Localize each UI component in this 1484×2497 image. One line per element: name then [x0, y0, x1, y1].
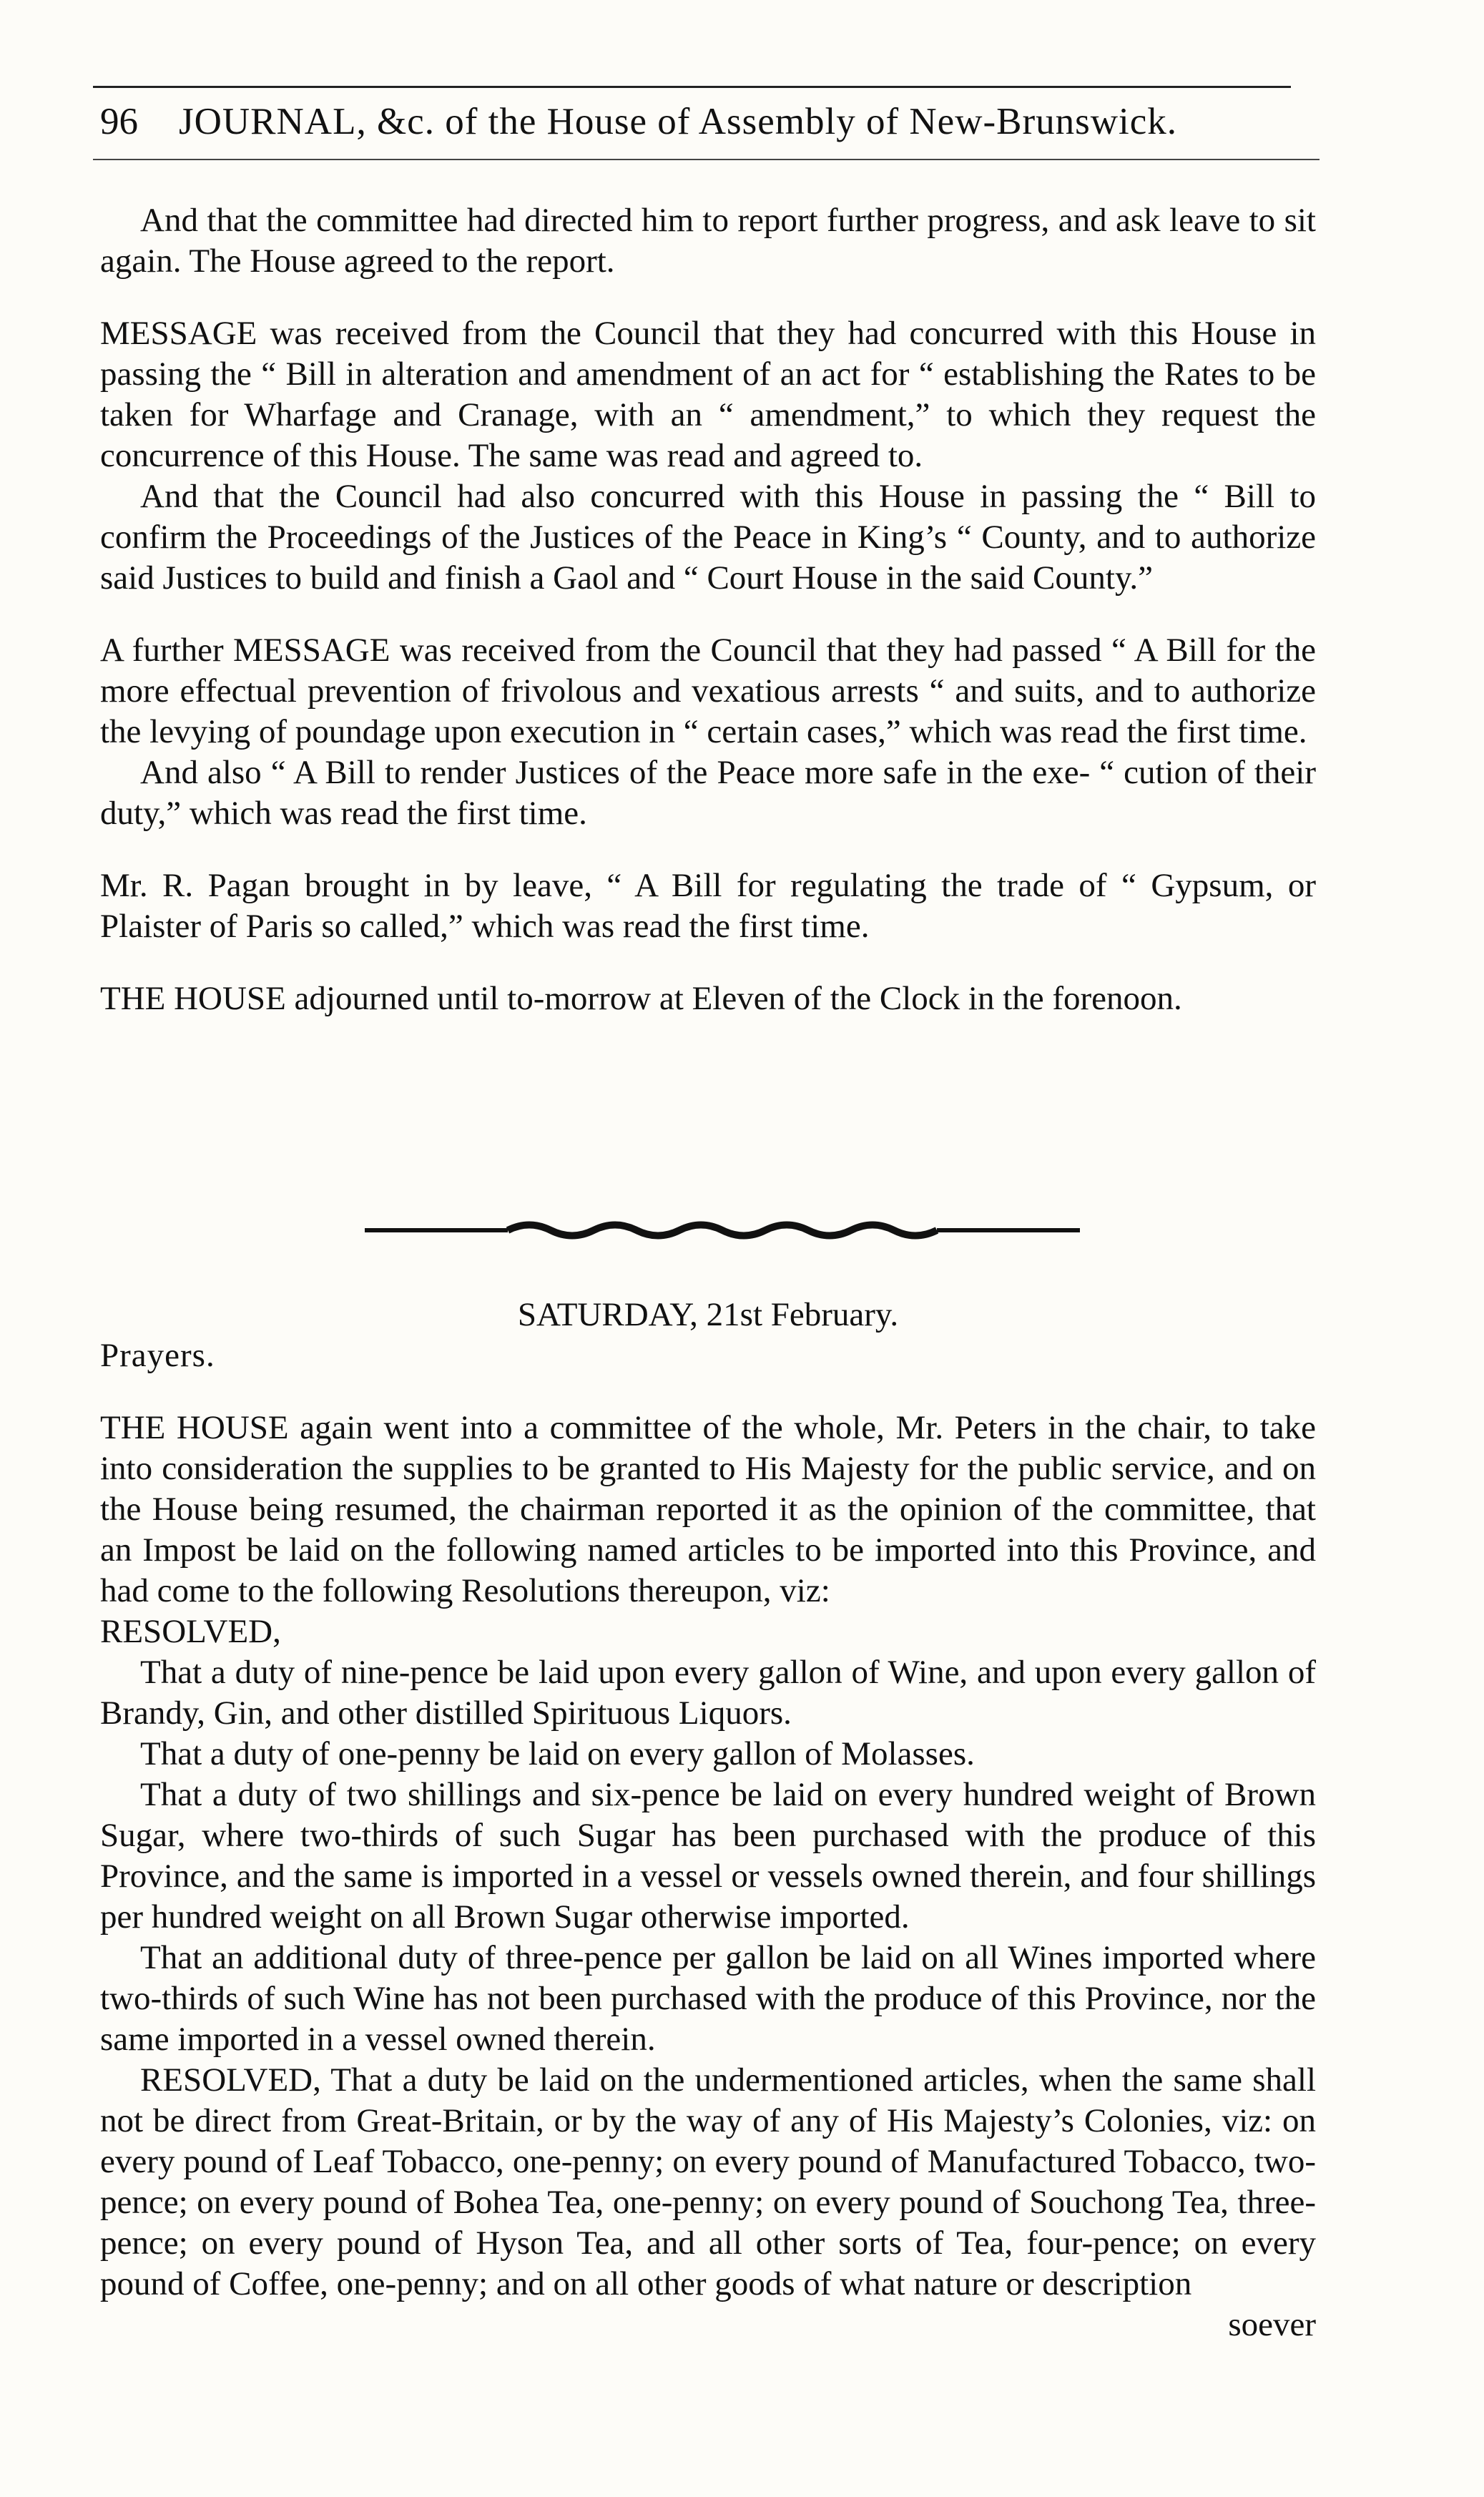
prayers-label: Prayers. [100, 1337, 215, 1374]
resolution: That a duty of one-penny be laid on every gallon of Molasses. [140, 1735, 975, 1772]
header-rule [93, 159, 1320, 160]
paragraph: And that the Council had also concurred with this House in passing the “ Bill to confirm the Proceedings of the Justices of the Peace in King’s “ County, and to authorize said Justices to build and finish a Gaol and “ Court House in the said County.” [100, 478, 1316, 597]
running-title: JOURNAL, &c. of the House of Assembly of New-Brunswick. [179, 101, 1178, 142]
page-number: 96 [100, 101, 138, 142]
resolution: RESOLVED, That a duty be laid on the undermentioned articles, when the same shall not be direct from Great-Britain, or by the way of any of His Majesty’s Colonies, viz: on every pound of Leaf Tobacco, one-penny; on every pound of Manufactured Tobacco, two-pence; on every pound of Bohea Tea, one-penny; on every pound of Souchong Tea, three-pence; on every pound of Hyson Tea, and all other sorts of Tea, four-pence; on every pound of Coffee, one-penny; and on all other goods of what nature or description [100, 2061, 1316, 2302]
running-header [100, 100, 1316, 143]
resolution: That a duty of nine-pence be laid upon every gallon of Wine, and upon every gallon of Brandy, Gin, and other distilled Spirituous Liquors. [100, 1654, 1316, 1732]
text-block-lower [100, 1295, 1316, 2345]
paragraph: A further MESSAGE was received from the Council that they had passed “ A Bill for the more effectual prevention of frivolous and vexatious arrests “ and suits, and to authorize the levying of poundage upon execution in “ certain cases,” which was read the first time. [100, 632, 1316, 750]
paragraph: MESSAGE was received from the Council that they had concurred with this House in passing the “ Bill in alteration and amendment of an act for “ establishing the Rates to be taken for Wharfage and Cranage, with an “ amendment,” to which they request the concurrence of this House. The same was read and agreed to. [100, 315, 1316, 474]
text-block-upper [100, 200, 1316, 1019]
paragraph: THE HOUSE adjourned until to-morrow at Eleven of the Clock in the forenoon. [100, 980, 1182, 1017]
paragraph: Mr. R. Pagan brought in by leave, “ A Bill for regulating the trade of “ Gypsum, or Plaister of Paris so called,” which was read the first time. [100, 867, 1316, 945]
resolution: That an additional duty of three-pence per gallon be laid on all Wines imported where two-thirds of such Wine has not been purchased with the produce of this Province, nor the same imported in a vessel owned therein. [100, 1939, 1316, 2058]
paragraph: THE HOUSE again went into a committee of the whole, Mr. Peters in the chair, to take into consideration the supplies to be granted to His Majesty for the public service, and on the House being resumed, the chairman reported it as the opinion of the committee, that an Impost be laid on the following named articles to be imported into this Province, and had come to the following Resolutions thereupon, viz: [100, 1409, 1316, 1609]
paragraph: And that the committee had directed him to report further progress, and ask leave to sit again. The House agreed to the report. [100, 202, 1316, 280]
date-heading: SATURDAY, 21st February. [517, 1296, 899, 1333]
resolved-heading: RESOLVED, [100, 1613, 281, 1650]
ornamental-divider [365, 1216, 1080, 1245]
paragraph: And also “ A Bill to render Justices of the Peace more safe in the exe- “ cution of their duty,” which was read the first time. [100, 754, 1316, 832]
top-rule [93, 86, 1291, 88]
resolution: That a duty of two shillings and six-pence be laid on every hundred weight of Brown Sugar, where two-thirds of such Sugar has been purchased with the produce of this Province, and the same is imported in a vessel or vessels owned therein, and four shillings per hundred weight on all Brown Sugar otherwise imported. [100, 1776, 1316, 1936]
catchword: soever [1228, 2306, 1316, 2343]
